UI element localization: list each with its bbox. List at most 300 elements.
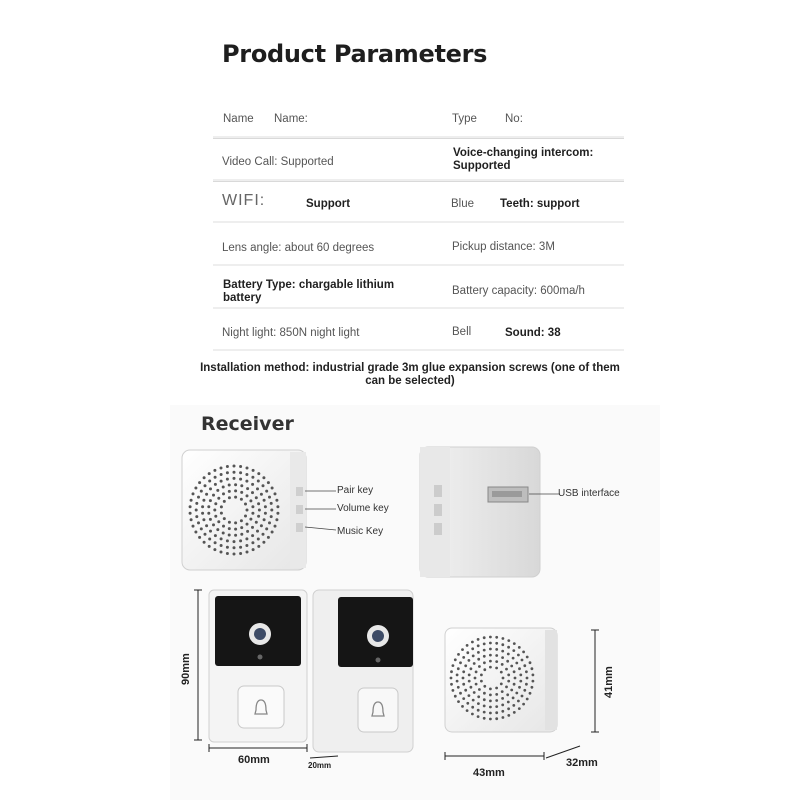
grille-dot (512, 697, 515, 700)
usb-interface-label: USB interface (558, 488, 620, 499)
grille-dot (525, 683, 528, 686)
grille-dot (274, 492, 277, 495)
grille-dot (507, 646, 510, 649)
grille-dot (270, 515, 273, 518)
grille-dot (466, 702, 469, 705)
grille-dot (518, 646, 521, 649)
grille-dot (233, 465, 236, 468)
grille-dot (483, 655, 486, 658)
grille-dot (209, 499, 212, 502)
grille-dot (464, 664, 467, 667)
grille-dot (251, 476, 254, 479)
grille-dot (234, 528, 237, 531)
grille-dot (483, 668, 486, 671)
grille-dot (234, 496, 237, 499)
grille-dot (195, 509, 198, 512)
dim-height-90: 90mm (180, 653, 192, 685)
grille-dot (478, 688, 481, 691)
usb-plug-icon (488, 487, 528, 502)
grille-dot (220, 467, 223, 470)
grille-dot (477, 658, 480, 661)
param-sound-value: Sound: 38 (505, 327, 561, 339)
grille-dot (223, 500, 226, 503)
grille-dot (495, 648, 498, 651)
grille-dot (240, 519, 243, 522)
grille-dot (200, 490, 203, 493)
receiver-front (182, 450, 306, 570)
grille-dot (234, 534, 237, 537)
grille-dot (251, 526, 254, 529)
grille-dot (204, 484, 207, 487)
grille-dot (512, 649, 515, 652)
grille-dot (271, 487, 274, 490)
grille-dot (234, 521, 237, 524)
grille-dot (239, 552, 242, 555)
grille-dot (489, 700, 492, 703)
grille-dot (252, 548, 255, 551)
grille-dot (521, 659, 524, 662)
grille-dot (529, 661, 532, 664)
grille-dot (192, 525, 195, 528)
grille-dot (220, 505, 223, 508)
grille-dot (450, 683, 453, 686)
grille-dot (239, 539, 242, 542)
grille-dot (456, 674, 459, 677)
grille-dot (462, 656, 465, 659)
grille-dot (263, 499, 266, 502)
grille-dot (265, 490, 268, 493)
grille-dot (468, 674, 471, 677)
grille-dot (208, 480, 211, 483)
grille-dot (220, 480, 223, 483)
grille-dot (197, 496, 200, 499)
grille-dot (255, 521, 258, 524)
grille-dot (228, 484, 231, 487)
doorbell-front (209, 590, 307, 742)
grille-dot (260, 524, 263, 527)
dim-recv-height-41: 41mm (603, 666, 615, 698)
grille-dot (477, 702, 480, 705)
grille-dot (477, 651, 480, 654)
grille-dot (246, 467, 249, 470)
grille-dot (515, 692, 518, 695)
grille-dot (462, 697, 465, 700)
grille-dot (240, 526, 243, 529)
grille-dot (233, 471, 236, 474)
grille-dot (255, 496, 258, 499)
grille-dot (228, 496, 231, 499)
grille-dot (233, 546, 236, 549)
grille-dot (276, 512, 279, 515)
grille-dot (483, 649, 486, 652)
grille-dot (276, 505, 279, 508)
grille-dot (265, 527, 268, 530)
grille-dot (205, 524, 208, 527)
grille-dot (263, 518, 266, 521)
grille-dot (468, 680, 471, 683)
grille-dot (233, 540, 236, 543)
param-voice-intercom: Voice-changing intercom: Supported (453, 147, 594, 172)
grille-dot (239, 471, 242, 474)
grille-dot (526, 677, 529, 680)
volume-key-label: Volume key (337, 503, 389, 514)
param-value-name: Name: (274, 113, 308, 125)
grille-dot (532, 680, 535, 683)
grille-dot (268, 496, 271, 499)
grille-dot (213, 469, 216, 472)
grille-dot (501, 643, 504, 646)
grille-dot (521, 695, 524, 698)
grille-dot (249, 518, 252, 521)
param-wifi-label: WIFI: (222, 192, 266, 209)
grille-dot (466, 651, 469, 654)
grille-dot (489, 654, 492, 657)
grille-dot (240, 491, 243, 494)
grille-dot (214, 476, 217, 479)
grille-dot (220, 473, 223, 476)
grille-dot (495, 654, 498, 657)
grille-dot (517, 654, 520, 657)
grille-dot (531, 686, 534, 689)
grille-dot (468, 659, 471, 662)
grille-dot (483, 636, 486, 639)
grille-dot (466, 644, 469, 647)
grille-dot (450, 670, 453, 673)
grille-dot (471, 706, 474, 709)
grille-dot (246, 494, 249, 497)
grille-dot (532, 674, 535, 677)
grille-dot (251, 534, 254, 537)
param-bell-label: Bell (452, 326, 472, 338)
grille-dot (522, 651, 525, 654)
grille-dot (489, 636, 492, 639)
grille-dot (271, 531, 274, 534)
grille-dot (531, 667, 534, 670)
grille-dot (519, 680, 522, 683)
grille-dot (495, 636, 498, 639)
grille-dot (257, 480, 260, 483)
grille-dot (220, 512, 223, 515)
grille-dot (526, 698, 529, 701)
grille-dot (489, 688, 492, 691)
grille-dot (454, 695, 457, 698)
grille-dot (195, 515, 198, 518)
grille-dot (456, 680, 459, 683)
grille-dot (251, 505, 254, 508)
grille-dot (204, 533, 207, 536)
grille-dot (502, 637, 505, 640)
grille-dot (495, 642, 498, 645)
grille-dot (450, 677, 453, 680)
grille-dot (515, 662, 518, 665)
pair-key-label: Pair key (337, 485, 374, 496)
grille-dot (477, 715, 480, 718)
grille-dot (208, 545, 211, 548)
grille-dot (214, 515, 217, 518)
grille-dot (495, 717, 498, 720)
receiver-back (420, 447, 540, 577)
grille-dot (245, 537, 248, 540)
dim-recv-width-43: 43mm (473, 767, 505, 779)
grille-dot (244, 503, 247, 506)
grille-dot (228, 527, 231, 530)
grille-dot (222, 486, 225, 489)
grille-dot (234, 483, 237, 486)
grille-dot (506, 693, 509, 696)
grille-dot (240, 533, 243, 536)
param-pickup-distance: Pickup distance: 3M (452, 241, 555, 253)
grille-dot (194, 531, 197, 534)
grille-dot (457, 700, 460, 703)
grille-dot (260, 493, 263, 496)
grille-dot (190, 518, 193, 521)
grille-dot (489, 648, 492, 651)
grille-dot (501, 697, 504, 700)
grille-dot (214, 534, 217, 537)
dim-width-60: 60mm (238, 754, 270, 766)
grille-dot (507, 680, 510, 683)
grille-dot (203, 541, 206, 544)
grille-dot (213, 509, 216, 512)
grille-dot (483, 692, 486, 695)
grille-dot (222, 492, 225, 495)
grille-dot (257, 515, 260, 518)
param-label-type: Type (452, 113, 477, 125)
grille-dot (209, 487, 212, 490)
grille-dot (220, 544, 223, 547)
grille-dot (251, 512, 254, 515)
grille-dot (223, 517, 226, 520)
param-value-no: No: (505, 113, 523, 125)
grille-dot (212, 523, 215, 526)
grille-dot (495, 687, 498, 690)
grille-dot (209, 518, 212, 521)
grille-dot (226, 539, 229, 542)
grille-dot (471, 713, 474, 716)
grille-dot (501, 656, 504, 659)
grille-dot (526, 656, 529, 659)
grille-dot (198, 536, 201, 539)
grille-dot (256, 487, 259, 490)
grille-dot (489, 642, 492, 645)
grille-dot (510, 665, 513, 668)
grille-dot (519, 674, 522, 677)
grille-dot (500, 671, 503, 674)
grille-dot (489, 712, 492, 715)
grille-dot (226, 465, 229, 468)
grille-dot (501, 710, 504, 713)
dim-recv-depth-32: 32mm (566, 757, 598, 769)
grille-dot (202, 499, 205, 502)
grille-dot (246, 551, 249, 554)
grille-dot (470, 667, 473, 670)
grille-dot (246, 523, 249, 526)
grille-dot (262, 533, 265, 536)
grille-dot (475, 671, 478, 674)
grille-dot (262, 476, 265, 479)
grille-dot (244, 515, 247, 518)
grille-dot (513, 711, 516, 714)
grille-dot (525, 670, 528, 673)
grille-dot (203, 476, 206, 479)
grille-dot (471, 641, 474, 644)
grille-dot (267, 536, 270, 539)
param-blue-label: Blue (451, 198, 475, 210)
grille-dot (226, 478, 229, 481)
grille-dot (478, 665, 481, 668)
grille-dot (495, 667, 498, 670)
grille-dot (197, 521, 200, 524)
grille-dot (483, 711, 486, 714)
grille-dot (202, 518, 205, 521)
grille-dot (214, 541, 217, 544)
grille-dot (480, 674, 483, 677)
grille-dot (474, 677, 477, 680)
param-wifi-value: Support (306, 198, 351, 210)
grille-dot (251, 491, 254, 494)
grille-dot (270, 509, 273, 512)
grille-dot (501, 690, 504, 693)
grille-dot (264, 512, 267, 515)
grille-dot (264, 505, 267, 508)
grille-dot (489, 706, 492, 709)
grille-dot (251, 541, 254, 544)
grille-dot (495, 660, 498, 663)
grille-dot (513, 670, 516, 673)
grille-dot (239, 478, 242, 481)
grille-dot (507, 701, 510, 704)
grille-dot (228, 534, 231, 537)
grille-dot (270, 502, 273, 505)
grille-dot (502, 716, 505, 719)
param-bluetooth-value: Teeth: support (500, 198, 580, 210)
grille-dot (501, 650, 504, 653)
grille-dot (257, 502, 260, 505)
grille-dot (220, 551, 223, 554)
grille-dot (471, 647, 474, 650)
grille-dot (233, 477, 236, 480)
grille-dot (207, 512, 210, 515)
grille-dot (518, 667, 521, 670)
grille-dot (246, 530, 249, 533)
grille-dot (234, 489, 237, 492)
grille-dot (495, 705, 498, 708)
page-title: Product Parameters (222, 40, 488, 68)
grille-dot (459, 692, 462, 695)
grille-dot (464, 689, 467, 692)
grille-dot (214, 502, 217, 505)
grille-dot (209, 530, 212, 533)
grille-dot (452, 689, 455, 692)
grille-dot (472, 699, 475, 702)
grille-dot (513, 642, 516, 645)
grille-dot (207, 505, 210, 508)
grille-dot (208, 472, 211, 475)
grille-dot (213, 548, 216, 551)
grille-dot (468, 694, 471, 697)
grille-dot (518, 707, 521, 710)
grille-dot (461, 705, 464, 708)
param-battery-type: Battery Type: chargable lithium battery (223, 279, 395, 304)
grille-dot (194, 487, 197, 490)
grille-dot (274, 525, 277, 528)
grille-dot (208, 538, 211, 541)
dim-depth-20: 20mm (308, 761, 332, 770)
grille-dot (268, 521, 271, 524)
grille-dot (189, 505, 192, 508)
grille-dot (214, 483, 217, 486)
grille-dot (505, 668, 508, 671)
grille-dot (514, 677, 517, 680)
grille-dot (226, 471, 229, 474)
grille-dot (510, 689, 513, 692)
param-battery-capacity: Battery capacity: 600ma/h (452, 285, 585, 297)
grille-dot (512, 657, 515, 660)
grille-dot (523, 689, 526, 692)
grille-dot (522, 703, 525, 706)
grille-dot (507, 653, 510, 656)
grille-dot (462, 683, 465, 686)
grille-dot (222, 525, 225, 528)
grille-dot (252, 469, 255, 472)
grille-dot (201, 505, 204, 508)
grille-dot (457, 686, 460, 689)
grille-dot (477, 638, 480, 641)
grille-dot (245, 544, 248, 547)
grille-dot (262, 541, 265, 544)
grille-dot (523, 664, 526, 667)
grille-dot (195, 502, 198, 505)
grille-dot (507, 674, 510, 677)
grille-dot (489, 718, 492, 721)
grille-dot (189, 512, 192, 515)
grille-dot (228, 521, 231, 524)
param-label-name: Name (223, 113, 254, 125)
receiver-title: Receiver (201, 413, 294, 435)
grille-dot (489, 660, 492, 663)
grille-dot (462, 670, 465, 673)
grille-dot (239, 465, 242, 468)
grille-dot (483, 661, 486, 664)
grille-dot (477, 644, 480, 647)
grille-dot (512, 704, 515, 707)
grille-dot (228, 490, 231, 493)
grille-dot (217, 497, 220, 500)
grille-dot (529, 692, 532, 695)
grille-dot (500, 683, 503, 686)
grille-dot (452, 664, 455, 667)
grille-dot (222, 532, 225, 535)
grille-dot (457, 653, 460, 656)
grille-dot (257, 545, 260, 548)
grille-dot (480, 680, 483, 683)
grille-dot (251, 483, 254, 486)
grille-dot (454, 658, 457, 661)
grille-dot (461, 648, 464, 651)
grille-dot (240, 484, 243, 487)
grille-dot (216, 528, 219, 531)
grille-dot (200, 527, 203, 530)
grille-dot (466, 709, 469, 712)
grille-dot (502, 677, 505, 680)
grille-dot (489, 666, 492, 669)
grille-dot (275, 518, 278, 521)
grille-dot (483, 685, 486, 688)
grille-dot (262, 484, 265, 487)
grille-dot (205, 493, 208, 496)
grille-dot (473, 691, 476, 694)
grille-dot (470, 686, 473, 689)
